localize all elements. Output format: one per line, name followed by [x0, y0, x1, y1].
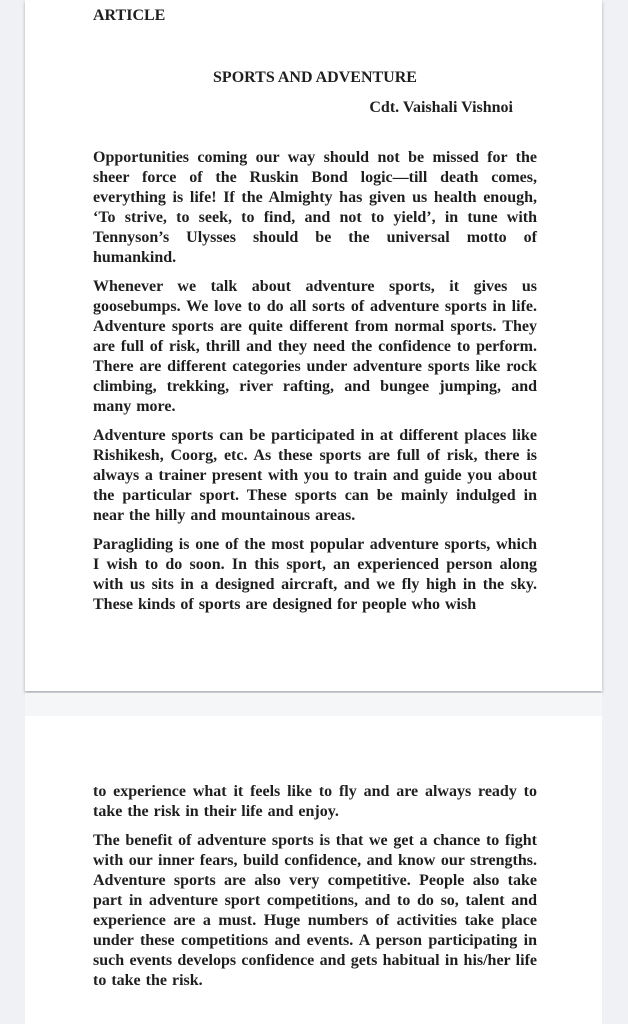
- document-title: SPORTS AND ADVENTURE: [213, 69, 417, 86]
- page-1-body: [93, 148, 537, 615]
- paragraph-whenever-we-talk: Whenever we talk about adventure sports, it gives us goosebumps. We love to do all sorts of adventure sports in life. Adventure sports are quite different from normal sports. They are full of risk, thrill and they need the confidence to perform. There are different categories under adventure sports like rock climbing, trekking, river rafting, and bungee jumping, and many more.: [93, 278, 537, 415]
- author-byline: Cdt. Vaishali Vishnoi: [369, 99, 513, 116]
- document-page-2: [25, 716, 602, 1024]
- article-kicker: ARTICLE: [93, 7, 166, 24]
- paragraph-paragliding: Paragliding is one of the most popular adventure sports, which I wish to do soon. In this sport, an experienced person along with us sits in a designed aircraft, and we fly high in the sky. These kinds of sports are designed for people who wish: [93, 536, 537, 613]
- paragraph-opportunities: Opportunities coming our way should not be missed for the sheer force of the Ruskin Bond logic—till death comes, everything is life! If the Almighty has given us health enough, ‘To strive, to seek, to find, and not to yield’, in tune with Tennyson’s Ulysses should be the universal motto of humankind.: [93, 149, 537, 266]
- paragraph-benefit-adventure-sports: The benefit of adventure sports is that we get a chance to fight with our inner fears, build confidence, and know our strengths. Adventure sports are also very competitive. People also take part in adventure sport competitions, and to do so, talent and experience are a must. Huge numbers of activities take place under these competitions and events. A person participating in such events develops confidence and gets habitual in his/her life to take the risk.: [93, 832, 537, 989]
- document-page-1: [25, 0, 602, 691]
- paragraph-participated-places: Adventure sports can be participated in at different places like Rishikesh, Coorg, etc. As these sports are full of risk, there is always a trainer present with you to train and guide you about the particular sport. These sports can be mainly indulged in near the hilly and mountainous areas.: [93, 427, 537, 524]
- paragraph-experience-fly-continuation: to experience what it feels like to fly and are always ready to take the risk in their life and enjoy.: [93, 783, 537, 820]
- page-gap: [25, 693, 602, 716]
- page-2-body: [93, 782, 537, 991]
